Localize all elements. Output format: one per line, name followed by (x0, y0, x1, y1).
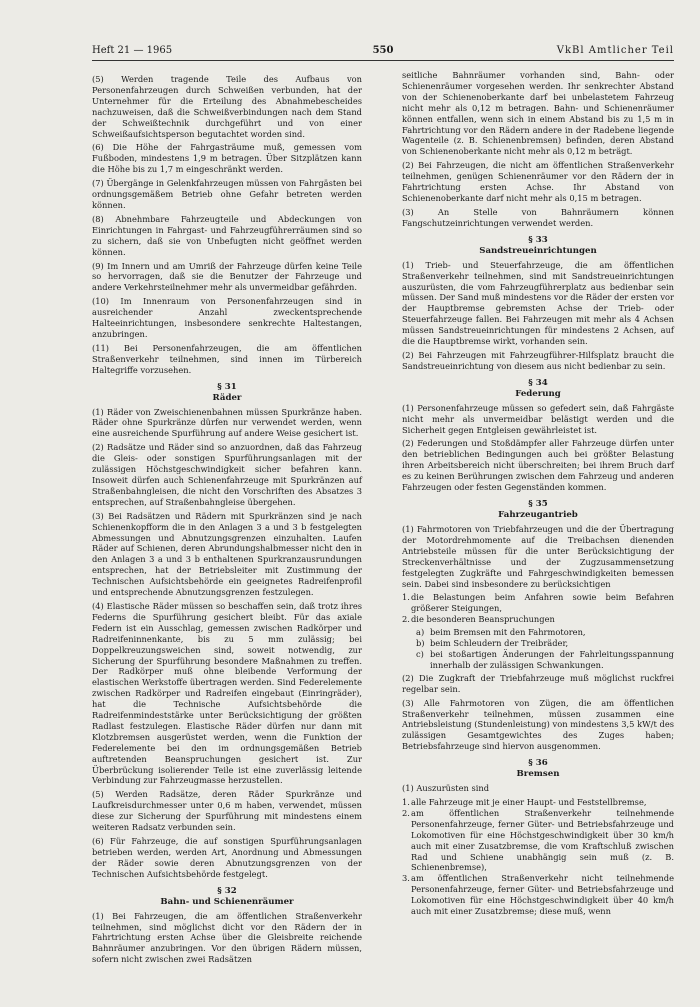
paragraph: (8) Abnehmbare Fahrzeugteile und Abdeckungen von Einrichtungen in Fahrgast- und Fahrzeugführerräumen sind so zu sichern, daß sie von Unbefugten nicht geöffnet werden können. (92, 213, 362, 257)
paragraph: (4) Elastische Räder müssen so beschaffen sein, daß trotz ihres Federns die Spurführung gesichert bleibt. Für das axiale Federn ist ein Ausschlag, gemessen zwischen Radkörper und Radreifeninnenkante, bis zu 5 mm zulässig; bei Doppelkreuzungsweichen sind, soweit notwendig, zur Sicherung der Spurführung besondere Maßnahmen zu treffen. Der Radkörper muß ohne bleibende Verformung der elastischen Werkstoffe übertragen werden. Sind Federelemente zwischen Radkörper und Radreifen eingebaut (Einringräder), hat die Technische Aufsichtsbehörde die Radreifenmindeststärke unter Berücksichtigung der größten Radlast festzulegen. Elastische Räder dürfen nur dann mit Klotzbremsen ausgerüstet werden, wenn die Funktion der Federelemente bei den im ordnungsgemäßen Betrieb auftretenden Beanspruchungen gesichert ist. Zur Überbrückung isolierender Teile ist eine zuverlässig leitende Verbindung zur Fahrzeugmasse herzustellen. (92, 600, 362, 786)
paragraph: (1) Auszurüsten sind (402, 783, 490, 794)
paragraph: (2) Bei Fahrzeugen mit Fahrzeugführer-Hilfsplatz braucht die Sandstreueinrichtung von diesem aus nicht bedienbar zu sein. (402, 349, 674, 371)
section-number: § 35 (528, 499, 548, 509)
section-title: Bahn- und Schienenräumer (160, 896, 294, 907)
list-text: bei stoßartigen Änderungen der Fahrleitungsspannung innerhalb der zulässigen Schwankungen. (430, 648, 674, 670)
list-text: die besonderen Beanspruchungen (411, 614, 555, 625)
section-title: Räder (212, 392, 242, 403)
list-text: beim Schleudern der Treibräder, (430, 638, 569, 649)
section-number: § 31 (217, 381, 237, 392)
section-number: § 34 (528, 377, 548, 388)
paragraph: (5) Werden tragende Teile des Aufbaus von Personenfahrzeugen durch Schweißen verbunden, hat der Unternehmer für die Erteilung des Abnahmebescheides nachzuweisen, daß die Schweißverbindungen nach dem Stand der Schweißtechnik durchgeführt und von einer Schweißaufsichtsperson begutachtet worden sind. (92, 74, 362, 139)
list-item (402, 873, 674, 917)
paragraph: (2) Federungen und Stoßdämpfer aller Fahrzeuge dürfen unter den betrieblichen Bedingungen auch bei größter Belastung ihren Arbeitsbereich nicht überschreiten; bei ihrem Bruch darf es zu keinen Berührungen zwischen dem Fahrzeug und anderen Fahrzeugen oder festen Gegenständen kommen. (402, 438, 674, 493)
paragraph: (1) Trieb- und Steuerfahrzeuge, die am öffentlichen Straßenverkehr teilnehmen, sind mit Sandstreueinrichtungen auszurüsten, die vom Fahrzeugführerplatz aus bedienbar sein müssen. Der Sand muß mindestens vor die Räder der ersten vor der Hauptbremse gebremsten Achse der Trieb- oder Steuerfahrzeuge fallen. Bei Fahrzeugen mit mehr als 4 Achsen müssen Sandstreueinrichtungen für mindestens 2 Achsen, auf die die Hauptbremse wirkt, vorhanden sein. (402, 259, 674, 347)
section-title: Fahrzeugantrieb (498, 510, 578, 520)
list-item (402, 808, 674, 873)
paragraph: (2) Bei Fahrzeugen, die nicht am öffentlichen Straßenverkehr teilnehmen, genügen Schienenräumer vor den Rädern der in Fahrtrichtung ersten Achse. Ihr Abstand von Schienenoberkante darf nicht mehr als 0,15 m betragen. (402, 160, 674, 203)
paragraph: seitliche Bahnräumer vorhanden sind, Bahn- oder Schienenräumer vorgesehen werden. Ihr senkrechter Abstand von der Schienenoberkante darf bei unbelastetem Fahrzeug nicht mehr als 0,12 m betragen. Bahn- und Schienenräumer können entfallen, wenn sich in einem Abstand bis zu 1,5 m in Fahrtrichtung vor den Rädern andere in der Radebene liegende Wagenteile (z. B. Schienenbremsen) befinden, deren Abstand von Schienenoberkante nicht mehr als 0,12 m beträgt. (402, 70, 674, 157)
paragraph: (10) Im Innenraum von Personenfahrzeugen sind in ausreichender Anzahl zweckentsprechende Halteeinrichtungen, insbesondere senkrechte Haltestangen, anzubringen. (92, 296, 362, 339)
numbered-list (402, 592, 674, 625)
list-marker: a) (416, 627, 425, 638)
paragraph: (11) Bei Personenfahrzeugen, die am öffentlichen Straßenverkehr teilnehmen, sind innen im Türbereich Haltegriffe vorzusehen. (92, 342, 362, 375)
list-text: alle Fahrzeuge mit je einer Haupt- und Feststellbremse, (411, 797, 647, 808)
paragraph: (5) Werden Radsätze, deren Räder Spurkränze und Laufkreisdurchmesser unter 0,6 m haben, verwendet, müssen diese zur Sicherung der Spurführung mit mindestens einem weiteren Radsatz verbunden sein. (92, 789, 362, 833)
section-title: Sandstreueinrichtungen (479, 245, 597, 256)
list-marker: 2. (402, 807, 410, 818)
section-number: § 33 (528, 234, 548, 245)
list-item (402, 592, 674, 614)
list-item (402, 638, 674, 649)
list-item (402, 797, 674, 808)
paragraph: (6) Für Fahrzeuge, die auf sonstigen Spurführungsanlagen betrieben werden, werden Art, Anordnung und Abmessungen der Räder sowie deren Abnutzungsgrenzen von der Technischen Aufsichtsbehörde festgelegt. (92, 836, 362, 879)
section-number: § 32 (217, 885, 237, 896)
paragraph: (1) Bei Fahrzeugen, die am öffentlichen Straßenverkehr teilnehmen, sind möglichst dicht vor den Rädern der in Fahrtrichtung ersten Achse über die Gleisbreite reichende Bahnräumer anzubringen. Vor den übrigen Rädern müssen, sofern nicht zwischen zwei Radsätzen (92, 910, 362, 965)
issue-label: Heft 21 — 1965 (92, 45, 173, 56)
paragraph: (3) An Stelle von Bahnräumern können Fangschutzeinrichtungen verwendet werden. (402, 206, 674, 228)
page-number: 550 (372, 45, 394, 56)
section-title: Bremsen (516, 769, 560, 780)
list-text: beim Bremsen mit den Fahrmotoren, (430, 627, 586, 638)
right-column (402, 70, 674, 919)
paragraph: (2) Die Zugkraft der Triebfahrzeuge muß möglichst ruckfrei regelbar sein. (402, 672, 674, 694)
paragraph: (1) Personenfahrzeuge müssen so gefedert sein, daß Fahrgäste nicht mehr als unvermeidbar belästigt werden und die Sicherheit gegen Entgleisen gewährleistet ist. (402, 402, 674, 435)
list-item (402, 614, 674, 625)
list-text: die Belastungen beim Anfahren sowie beim Befahren größerer Steigungen, (411, 592, 674, 614)
list-marker: 1. (402, 797, 410, 808)
section-number: § 36 (528, 758, 548, 769)
list-marker: 2. (402, 614, 410, 625)
paragraph: (1) Räder von Zweischienenbahnen müssen Spurkränze haben. Räder ohne Spurkränze dürfen nur verwendet werden, wenn eine ausreichende Spurführung auf andere Weise gesichert ist. (92, 406, 362, 439)
section-title: Federung (515, 388, 561, 399)
paragraph: (3) Alle Fahrmotoren von Zügen, die am öffentlichen Straßenverkehr teilnehmen, müssen zusammen eine Antriebsleistung (Stundenleistung) von mindestens 3,5 kW/t des zulässigen Gesamtgewichtes des Zuges haben; Betriebsfahrzeuge sind hiervon ausgenommen. (402, 697, 674, 752)
paragraph: (7) Übergänge in Gelenkfahrzeugen müssen von Fahrgästen bei ordnungsgemäßem Betrieb ohne Gefahr betreten werden können. (92, 178, 362, 210)
paragraph: (2) Radsätze und Räder sind so anzuordnen, daß das Fahrzeug die Gleis- oder sonstigen Spurführungsanlagen mit der zulässigen Höchstgeschwindigkeit sicher befahren kann. Insoweit dürfen auch Schienenfahrzeuge mit Spurkränzen auf Straßenbahngleisen, die nicht den Vorschriften des Absatzes 3 entsprechen, auf Straßenbahngleise übergehen. (92, 442, 362, 507)
list-marker: b) (416, 638, 425, 649)
list-marker: 1. (402, 592, 410, 603)
list-text: am öffentlichen Straßenverkehr nicht teilnehmende Personenfahrzeuge, ferner Güter- und Betriebsfahrzeuge und Lokomotiven für eine Höchstgeschwindigkeit über 40 km/h auch mit einer Zusatzbremse; diese muß, wenn (411, 873, 674, 917)
paragraph: (9) Im Innern und am Umriß der Fahrzeuge dürfen keine Teile so hervorragen, daß sie die Benutzer der Fahrzeuge und andere Verkehrsteilnehmer mehr als unvermeidbar gefährden. (92, 260, 362, 293)
left-column (92, 74, 362, 968)
list-marker: c) (416, 648, 424, 659)
list-marker: 3. (402, 873, 410, 884)
paragraph: (1) Fahrmotoren von Triebfahrzeugen und die der Übertragung der Motordrehmomente auf die Treibachsen dienenden Antriebsteile müssen für die unter Berücksichtigung der Streckenverhältnisse und der Zugzusammensetzung festgelegten Zugkräfte und Fahrgeschwindigkeiten bemessen sein. Dabei sind insbesondere zu berücksichtigen (402, 524, 674, 589)
paragraph: (6) Die Höhe der Fahrgasträume muß, gemessen vom Fußboden, mindestens 1,9 m betragen. Über Sitzplätzen kann die Höhe bis zu 1,7 m eingeschränkt werden. (92, 142, 362, 175)
numbered-list (402, 797, 674, 917)
page-header (92, 44, 674, 61)
paragraph: (3) Bei Radsätzen und Rädern mit Spurkränzen sind je nach Schienenkopfform die in den Anlagen 3 a und 3 b festgelegten Abmessungen und Abnutzungsgrenzen einzuhalten. Laufen Räder auf Schienen, deren Abrundungshalbmesser nicht den in den Anlagen 3 a und 3 b enthaltenen Spurkranzausrundungen entsprechen, hat der Betriebsleiter mit Zustimmung der Technischen Aufsichtsbehörde ein geeignetes Radreifenprofil und entsprechende Abnutzungsgrenzen festzulegen. (92, 510, 362, 598)
lettered-list (402, 627, 674, 671)
publication-title: VkBl Amtlicher Teil (556, 45, 674, 56)
list-item (402, 627, 674, 638)
list-item (402, 649, 674, 671)
list-text: am öffentlichen Straßenverkehr teilnehmende Personenfahrzeuge, ferner Güter- und Betriebsfahrzeuge und Lokomotiven für eine Höchstgeschwindigkeit über 30 km/h auch mit einer Zusatzbremse, die vom Kraftschluß zwischen Rad und Schiene unabhängig sein muß (z. B. Schienenbremse), (411, 807, 674, 873)
